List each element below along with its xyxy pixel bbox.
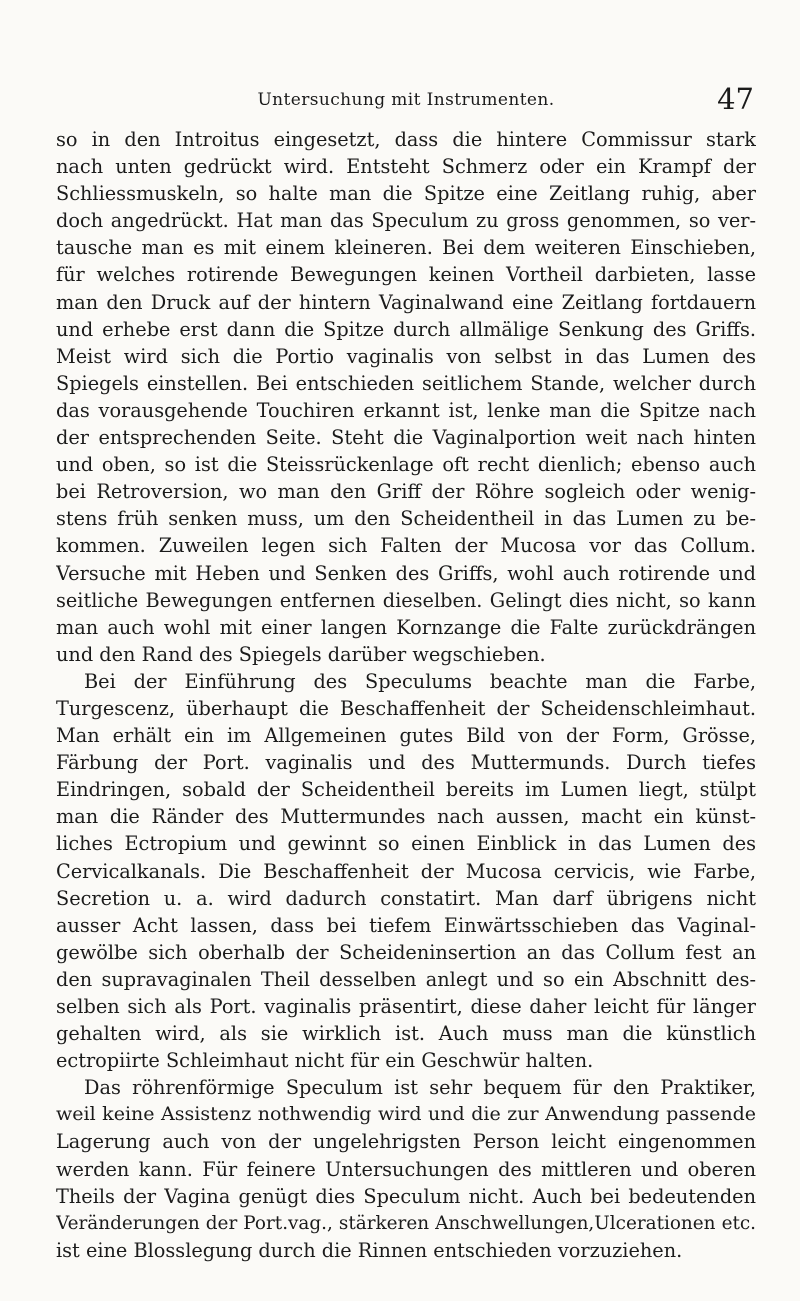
text-line: weil keine Assistenz nothwendig wird und die zur Anwendung passende <box>56 1103 756 1126</box>
page-number: 47 <box>717 82 754 116</box>
text-line: Secretion u. a. wird dadurch constatirt. Man darf übrigens nicht <box>56 886 756 910</box>
text-line: stens früh senken muss, um den Scheidentheil in das Lumen zu be- <box>56 507 756 531</box>
text-line: selben sich als Port. vaginalis präsentirt, diese daher leicht für länger <box>56 995 756 1018</box>
text-line: man auch wohl mit einer langen Kornzange die Falte zurückdrängen <box>56 615 756 639</box>
text-line: werden kann. Für feinere Untersuchungen des mittleren und oberen <box>56 1157 756 1181</box>
text-line: ist eine Blosslegung durch die Rinnen entschieden vorzuziehen. <box>56 1238 683 1262</box>
text-line: ausser Acht lassen, dass bei tiefem Einwärtsschieben das Vaginal- <box>56 913 756 937</box>
text-line: Veränderungen der Port.vag., stärkeren Anschwellungen,Ulcerationen etc. <box>56 1212 756 1234</box>
text-line: Spiegels einstellen. Bei entschieden seitlichem Stande, welcher durch <box>56 371 756 395</box>
text-line: kommen. Zuweilen legen sich Falten der Mucosa vor das Collum. <box>56 534 756 558</box>
text-line: bei Retroversion, wo man den Griff der Röhre sogleich oder wenig- <box>56 480 756 504</box>
text-line: Schliessmuskeln, so halte man die Spitze eine Zeitlang ruhig, aber <box>56 182 756 206</box>
text-line: Meist wird sich die Portio vaginalis von selbst in das Lumen des <box>56 344 756 368</box>
text-line: liches Ectropium und gewinnt so einen Einblick in das Lumen des <box>56 832 756 856</box>
body-text <box>56 126 756 1264</box>
text-line: doch angedrückt. Hat man das Speculum zu gross genommen, so ver- <box>56 209 756 233</box>
text-line: und den Rand des Spiegels darüber wegschieben. <box>56 642 546 666</box>
text-line: Bei der Einführung des Speculums beachte man die Farbe, <box>84 669 756 693</box>
text-line: Turgescenz, überhaupt die Beschaffenheit der Scheidenschleimhaut. <box>56 696 756 720</box>
text-line: seitliche Bewegungen entfernen dieselben. Gelingt dies nicht, so kann <box>56 588 756 612</box>
text-line: und erhebe erst dann die Spitze durch allmälige Senkung des Griffs. <box>56 317 756 341</box>
running-head <box>56 82 756 116</box>
text-line: tausche man es mit einem kleineren. Bei dem weiteren Einschieben, <box>56 236 756 260</box>
text-line: nach unten gedrückt wird. Entsteht Schmerz oder ein Krampf der <box>56 155 756 179</box>
text-line: den supravaginalen Theil desselben anlegt und so ein Abschnitt des- <box>56 967 756 991</box>
text-line: Das röhrenförmige Speculum ist sehr bequem für den Praktiker, <box>84 1076 756 1100</box>
text-line: das vorausgehende Touchiren erkannt ist, lenke man die Spitze nach <box>56 398 756 422</box>
text-line: Theils der Vagina genügt dies Speculum nicht. Auch bei bedeutenden <box>56 1184 756 1208</box>
text-line: man die Ränder des Muttermundes nach aussen, macht ein künst- <box>56 805 756 829</box>
text-line: für welches rotirende Bewegungen keinen Vortheil darbieten, lasse <box>56 263 756 287</box>
text-line: Eindringen, sobald der Scheidentheil bereits im Lumen liegt, stülpt <box>56 778 756 802</box>
text-line: Färbung der Port. vaginalis und des Muttermunds. Durch tiefes <box>56 751 756 775</box>
running-title: Untersuchung mit Instrumenten. <box>257 90 555 110</box>
text-line: und oben, so ist die Steissrückenlage oft recht dienlich; ebenso auch <box>56 453 756 477</box>
text-line: Cervicalkanals. Die Beschaffenheit der Mucosa cervicis, wie Farbe, <box>56 859 756 883</box>
text-line: ectropiirte Schleimhaut nicht für ein Geschwür halten. <box>56 1049 594 1073</box>
text-line: gehalten wird, als sie wirklich ist. Auch muss man die künstlich <box>56 1022 756 1046</box>
text-line: Man erhält ein im Allgemeinen gutes Bild von der Form, Grösse, <box>56 724 756 748</box>
text-line: man den Druck auf der hintern Vaginalwand eine Zeitlang fortdauern <box>56 290 756 314</box>
text-line: der entsprechenden Seite. Steht die Vaginalportion weit nach hinten <box>56 426 756 450</box>
text-line: Versuche mit Heben und Senken des Griffs, wohl auch rotirende und <box>56 561 756 585</box>
text-line: so in den Introitus eingesetzt, dass die hintere Commissur stark <box>56 128 756 151</box>
text-line: gewölbe sich oberhalb der Scheideninsertion an das Collum fest an <box>56 940 756 964</box>
text-line: Lagerung auch von der ungelehrigsten Person leicht eingenommen <box>56 1130 756 1154</box>
